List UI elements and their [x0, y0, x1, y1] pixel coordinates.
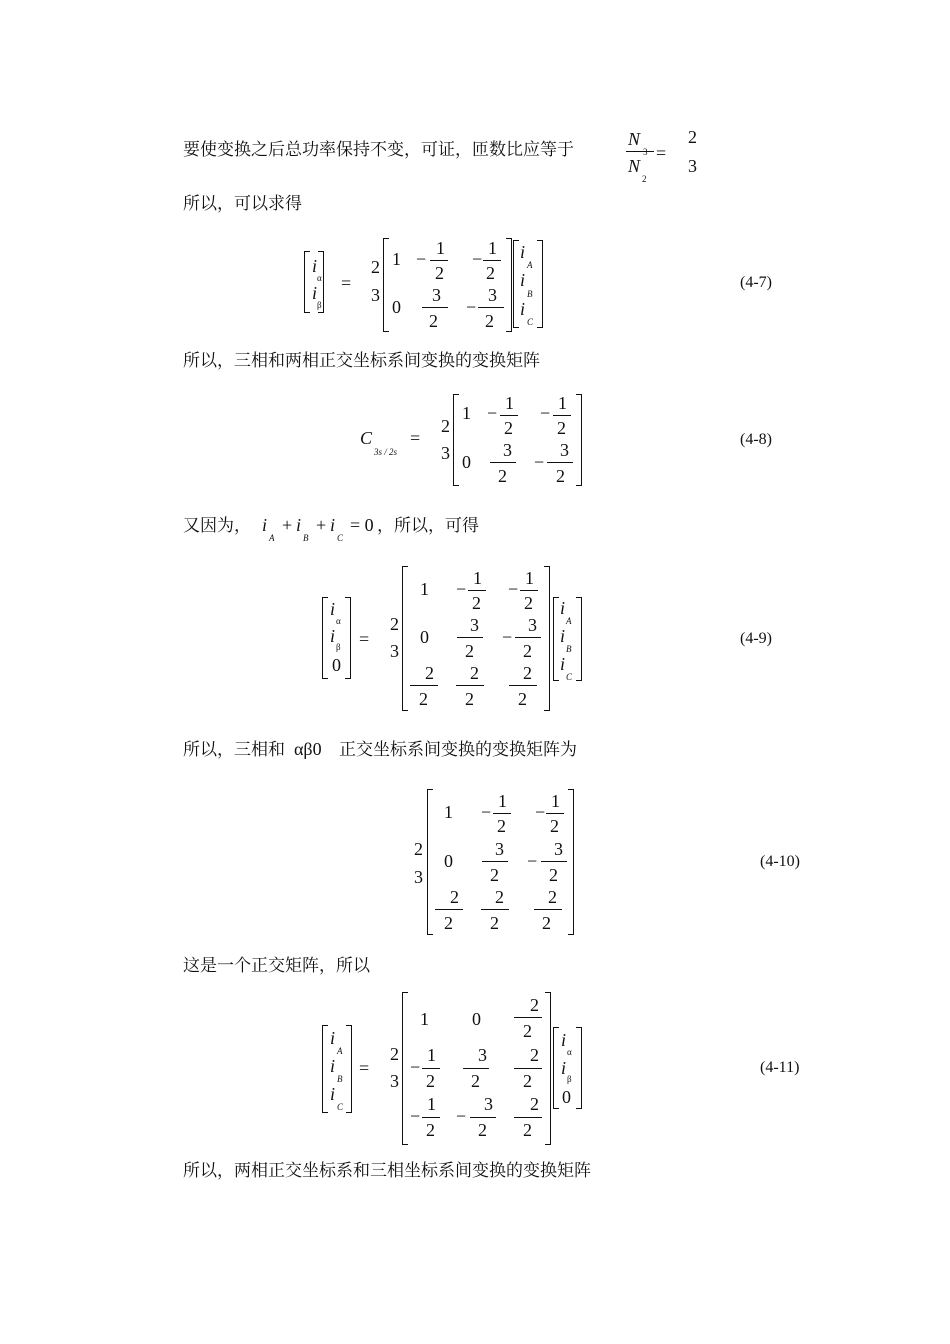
math-neg: − — [487, 403, 498, 423]
math-i: i — [561, 1058, 567, 1078]
fraction-bar — [547, 462, 573, 463]
math-num: 2 — [498, 466, 507, 486]
bracket-left — [402, 566, 408, 711]
fraction-bar — [410, 685, 438, 686]
math-num: 3 — [432, 285, 441, 305]
math-num: 2 — [444, 913, 453, 933]
math-neg: − — [534, 452, 545, 472]
math-num: 2 — [524, 593, 533, 613]
math-num: 2 — [486, 263, 495, 283]
math-sub: α — [567, 1047, 572, 1057]
math-C: C — [360, 428, 373, 448]
math-equals: = — [359, 1058, 370, 1078]
math-equals: = — [359, 629, 370, 649]
math-sub: A — [527, 260, 533, 270]
math-alpha-beta-zero: αβ0 — [294, 739, 322, 759]
math-sub: β — [567, 1074, 572, 1084]
fraction-bar — [515, 637, 541, 638]
math-i: i — [312, 283, 318, 303]
math-i: i — [330, 1056, 336, 1076]
math-plus: + — [282, 515, 293, 535]
math-num: 3 — [470, 615, 479, 635]
math-num: 3 — [371, 285, 380, 305]
math-plus: + — [316, 515, 327, 535]
fraction-bar — [514, 1117, 542, 1118]
math-sub: 2 — [642, 174, 647, 184]
math-neg: − — [502, 627, 513, 647]
math-i: i — [330, 626, 336, 646]
math-num: 2 — [419, 689, 428, 709]
math-num: 2 — [426, 1071, 435, 1091]
math-i: i — [330, 515, 336, 535]
math-num: 2 — [688, 127, 697, 147]
math-num: 1 — [488, 238, 497, 258]
math-num: 2 — [490, 865, 499, 885]
math-num: 1 — [473, 568, 482, 588]
math-num: 2 — [550, 816, 559, 836]
math-num: 1 — [420, 579, 429, 599]
bracket-left — [553, 1027, 559, 1109]
math-num: 2 — [530, 995, 539, 1015]
math-num: 2 — [523, 663, 532, 683]
fraction-bar — [534, 909, 562, 910]
math-equals: = — [341, 273, 352, 293]
math-num: 1 — [392, 249, 401, 269]
math-sub: α — [317, 273, 322, 283]
text-line-7: 所以，两相正交坐标系和三相坐标系间变换的变换矩阵 — [183, 1161, 591, 1181]
math-num: 2 — [523, 1120, 532, 1140]
math-sub: β — [336, 642, 341, 652]
fraction-bar — [626, 151, 654, 152]
math-i: i — [520, 242, 526, 262]
math-N: N — [628, 156, 641, 176]
math-num: 3 — [390, 641, 399, 661]
math-num: 1 — [505, 393, 514, 413]
math-num: 1 — [525, 568, 534, 588]
text-line-2: 所以，可以求得 — [183, 194, 302, 214]
math-neg: − — [410, 1106, 421, 1126]
math-num: 2 — [497, 816, 506, 836]
math-num: 2 — [557, 418, 566, 438]
fraction-bar — [482, 861, 508, 862]
math-num: 1 — [462, 403, 471, 423]
fraction-bar — [457, 637, 483, 638]
math-num: 2 — [472, 593, 481, 613]
math-num: 0 — [472, 1009, 481, 1029]
math-num: 2 — [465, 689, 474, 709]
math-num: 2 — [530, 1045, 539, 1065]
math-num: 3 — [414, 867, 423, 887]
math-num: 0 — [392, 297, 401, 317]
math-num: 3 — [390, 1071, 399, 1091]
math-sum-zero: = 0 — [350, 515, 374, 535]
math-num: 2 — [504, 418, 513, 438]
math-sub: 3s / 2s — [374, 447, 398, 457]
math-sub: β — [317, 300, 322, 310]
bracket-left — [553, 597, 559, 681]
math-num: 3 — [484, 1094, 493, 1114]
math-i: i — [312, 256, 318, 276]
fraction-bar — [483, 260, 501, 261]
math-i: i — [520, 299, 526, 319]
math-num: 2 — [518, 689, 527, 709]
fraction-bar — [422, 1117, 440, 1118]
bracket-right — [545, 992, 551, 1145]
bracket-left — [322, 1025, 328, 1113]
math-num: 2 — [390, 614, 399, 634]
math-neg: − — [456, 1106, 467, 1126]
fraction-bar — [422, 307, 448, 308]
math-sub: A — [269, 533, 275, 543]
fraction-bar — [500, 415, 518, 416]
math-i: i — [560, 598, 566, 618]
math-sub: C — [566, 672, 573, 682]
math-N: N — [628, 129, 641, 149]
math-sub: A — [566, 616, 572, 626]
bracket-right — [576, 597, 582, 681]
fraction-bar — [546, 813, 564, 814]
math-neg: − — [472, 249, 483, 269]
fraction-bar — [490, 462, 516, 463]
math-sub: C — [527, 317, 534, 327]
text-line-3: 所以，三相和两相正交坐标系间变换的变换矩阵 — [183, 351, 540, 371]
math-num: 2 — [495, 887, 504, 907]
math-num: 0 — [332, 655, 341, 675]
math-i: i — [560, 626, 566, 646]
math-num: 2 — [556, 466, 565, 486]
math-num: 2 — [426, 1120, 435, 1140]
math-num: 1 — [498, 791, 507, 811]
math-num: 3 — [528, 615, 537, 635]
math-i: i — [560, 654, 566, 674]
math-sub: B — [303, 533, 309, 543]
text-line-6: 这是一个正交矩阵，所以 — [183, 956, 370, 976]
math-equals: = — [410, 428, 421, 448]
math-neg: − — [410, 1057, 421, 1077]
fraction-bar — [463, 1068, 489, 1069]
fraction-bar — [514, 1068, 542, 1069]
math-num: 2 — [542, 913, 551, 933]
math-i: i — [561, 1030, 567, 1050]
fraction-bar — [468, 590, 486, 591]
math-num: 1 — [551, 791, 560, 811]
text-line-1: 要使变换之后总功率保持不变，可证，匝数比应等于 — [183, 140, 574, 160]
math-num: 2 — [523, 1071, 532, 1091]
math-neg: − — [508, 579, 519, 599]
text-line-5a: 所以，三相和 — [183, 740, 285, 760]
math-num: 3 — [488, 285, 497, 305]
math-neg: − — [456, 579, 467, 599]
math-num: 3 — [503, 440, 512, 460]
math-num: 2 — [441, 416, 450, 436]
math-num: 1 — [420, 1009, 429, 1029]
bracket-right — [318, 251, 324, 313]
fraction-bar — [430, 260, 448, 261]
math-num: 2 — [414, 839, 423, 859]
fraction-bar — [456, 685, 484, 686]
math-num: 0 — [562, 1087, 571, 1107]
equation-number: (4-8) — [740, 431, 772, 448]
math-num: 2 — [478, 1120, 487, 1140]
math-num: 2 — [465, 641, 474, 661]
math-num: 2 — [450, 887, 459, 907]
math-num: 3 — [688, 156, 697, 176]
fraction-bar — [481, 909, 509, 910]
math-neg: − — [527, 851, 538, 871]
math-num: 2 — [371, 257, 380, 277]
bracket-right — [537, 240, 543, 328]
math-num: 2 — [549, 865, 558, 885]
fraction-bar — [553, 415, 571, 416]
math-num: 3 — [441, 443, 450, 463]
bracket-left — [513, 240, 519, 328]
fraction-bar — [493, 813, 511, 814]
math-num: 2 — [548, 887, 557, 907]
math-sub: C — [337, 533, 344, 543]
bracket-right — [576, 394, 582, 486]
math-i: i — [520, 270, 526, 290]
math-neg: − — [466, 297, 477, 317]
bracket-right — [506, 238, 512, 332]
bracket-right — [345, 597, 351, 679]
equation-number: (4-10) — [760, 853, 800, 870]
math-neg: − — [535, 802, 546, 822]
text-line-4a: 又因为， — [183, 516, 251, 536]
math-num: 1 — [444, 802, 453, 822]
fraction-bar — [514, 1017, 542, 1018]
math-num: 3 — [478, 1045, 487, 1065]
text-line-4b: ，所以，可得 — [377, 516, 479, 536]
equation-number: (4-11) — [760, 1059, 800, 1076]
math-num: 2 — [471, 1071, 480, 1091]
bracket-left — [383, 238, 389, 332]
math-num: 2 — [530, 1094, 539, 1114]
math-num: 1 — [558, 393, 567, 413]
math-num: 2 — [435, 263, 444, 283]
math-num: 2 — [523, 641, 532, 661]
math-neg: − — [481, 802, 492, 822]
math-num: 2 — [425, 663, 434, 683]
math-sub: B — [566, 644, 572, 654]
math-num: 2 — [490, 913, 499, 933]
math-num: 1 — [427, 1094, 436, 1114]
bracket-left — [427, 789, 433, 935]
math-num: 3 — [495, 839, 504, 859]
bracket-right — [346, 1025, 352, 1113]
fraction-bar — [509, 685, 537, 686]
math-num: 0 — [420, 627, 429, 647]
math-num: 1 — [427, 1045, 436, 1065]
math-num: 2 — [485, 311, 494, 331]
fraction-bar — [422, 1068, 440, 1069]
math-num: 2 — [523, 1021, 532, 1041]
math-equals: = — [656, 143, 667, 163]
math-num: 0 — [462, 452, 471, 472]
text-line-5b: 正交坐标系间变换的变换矩阵为 — [339, 740, 577, 760]
math-num: 2 — [390, 1044, 399, 1064]
math-sub: B — [527, 289, 533, 299]
bracket-right — [576, 1027, 582, 1109]
fraction-bar — [541, 861, 567, 862]
fraction-bar — [435, 909, 463, 910]
bracket-right — [544, 566, 550, 711]
math-sub: A — [337, 1046, 343, 1056]
bracket-right — [568, 789, 574, 935]
math-num: 3 — [560, 440, 569, 460]
math-num: 1 — [436, 238, 445, 258]
math-sub: α — [336, 616, 341, 626]
math-neg: − — [540, 403, 551, 423]
math-i: i — [296, 515, 302, 535]
fraction-bar — [470, 1117, 496, 1118]
equation-number: (4-7) — [740, 274, 772, 291]
math-i: i — [330, 599, 336, 619]
math-sub: C — [337, 1102, 344, 1112]
bracket-left — [322, 597, 328, 679]
fraction-bar — [478, 307, 504, 308]
fraction-bar — [520, 590, 538, 591]
math-neg: − — [416, 249, 427, 269]
math-num: 0 — [444, 851, 453, 871]
bracket-left — [304, 251, 310, 313]
bracket-left — [453, 394, 459, 486]
math-i: i — [262, 515, 268, 535]
equation-number: (4-9) — [740, 630, 772, 647]
bracket-left — [402, 992, 408, 1145]
math-i: i — [330, 1084, 336, 1104]
math-sub: B — [337, 1074, 343, 1084]
math-num: 3 — [554, 839, 563, 859]
math-num: 2 — [429, 311, 438, 331]
math-num: 2 — [470, 663, 479, 683]
math-i: i — [330, 1028, 336, 1048]
math-sub — [643, 148, 648, 157]
